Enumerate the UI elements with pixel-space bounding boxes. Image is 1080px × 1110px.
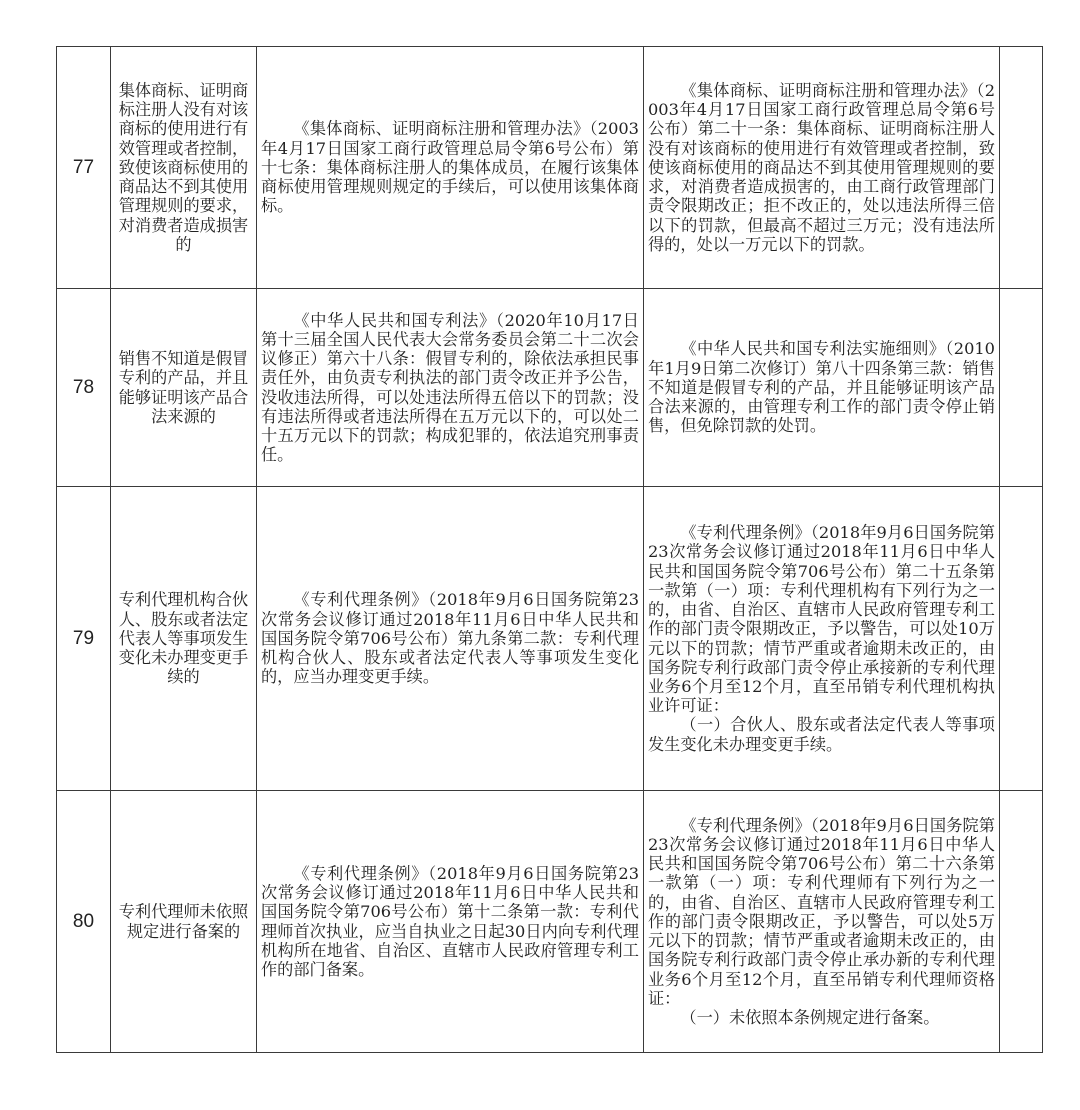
regulation-table — [56, 46, 1043, 1053]
penalty-basis-cell — [644, 47, 1000, 289]
row-number: 78 — [57, 289, 111, 487]
legal-basis-cell — [257, 487, 644, 791]
penalty-basis-text: 《专利代理条例》（2018年9月6日国务院第23次常务会议修订通过2018年11月6日中华人民共和国国务院令第706号公布）第二十五条第一款第（一）项：专利代理机构有下列行为之一的，由省、自治区、直辖市人民政府管理专利工作的部门责令限期改正，予以警告，可以处10万元以下的罚款；情节严重或者逾期未改正的，由国务院专利行政部门责令停止承接新的专利代理业务6个月至12个月，直至吊销专利代理机构执业许可证： — [648, 523, 995, 716]
legal-basis-text: 《专利代理条例》（2018年9月6日国务院第23次常务会议修订通过2018年11月6日中华人民共和国国务院令第706号公布）第十二条第一款：专利代理师首次执业，应当自执业之日起30日内向专利代理机构所在地省、自治区、直辖市人民政府管理专利工作的部门备案。 — [261, 863, 639, 979]
violation-text: 集体商标、证明商标注册人没有对该商标的使用进行有效管理或者控制，致使该商标使用的商品达不到其使用管理规则的要求，对消费者造成损害的 — [118, 81, 249, 254]
row-number: 77 — [57, 47, 111, 289]
penalty-basis-text: 《集体商标、证明商标注册和管理办法》（2003年4月17日国家工商行政管理总局令第6号公布）第二十一条：集体商标、证明商标注册人没有对该商标的使用进行有效管理或者控制，致使该商标使用的商品达不到其使用管理规则的要求，对消费者造成损害的，由工商行政管理部门责令限期改正；拒不改正的，处以违法所得三倍以下的罚款，但最高不超过三万元；没有违法所得的，处以一万元以下的罚款。 — [648, 81, 995, 254]
legal-basis-cell — [257, 791, 644, 1053]
penalty-basis-cell — [644, 487, 1000, 791]
row-number: 79 — [57, 487, 111, 791]
table-row — [57, 791, 1043, 1053]
penalty-basis-text: 《中华人民共和国专利法实施细则》（2010年1月9日第二次修订）第八十四条第三款：销售不知道是假冒专利的产品，并且能够证明该产品合法来源的，由管理专利工作的部门责令停止销售，但免除罚款的处罚。 — [648, 339, 995, 436]
legal-basis-cell — [257, 289, 644, 487]
violation-text: 专利代理机构合伙人、股东或者法定代表人等事项发生变化未办理变更手续的 — [118, 590, 249, 687]
empty-cell — [1000, 289, 1043, 487]
legal-basis-text: 《集体商标、证明商标注册和管理办法》（2003年4月17日国家工商行政管理总局令第6号公布）第十七条：集体商标注册人的集体成员，在履行该集体商标使用管理规则规定的手续后，可以使用该集体商标。 — [261, 119, 639, 216]
legal-basis-text: 《专利代理条例》（2018年9月6日国务院第23次常务会议修订通过2018年11月6日中华人民共和国国务院令第706号公布）第九条第二款：专利代理机构合伙人、股东或者法定代表人等事项发生变化的，应当办理变更手续。 — [261, 590, 639, 687]
legal-basis-text: 《中华人民共和国专利法》（2020年10月17日第十三届全国人民代表大会常务委员会第二十二次会议修正）第六十八条：假冒专利的，除依法承担民事责任外，由负责专利执法的部门责令改正并予公告，没收违法所得，可以处违法所得五倍以下的罚款；没有违法所得或者违法所得在五万元以下的，可以处二十五万元以下的罚款；构成犯罪的，依法追究刑事责任。 — [261, 310, 639, 465]
violation-cell — [111, 289, 257, 487]
table-row — [57, 289, 1043, 487]
penalty-basis-cell — [644, 791, 1000, 1053]
penalty-item-text: （一）合伙人、股东或者法定代表人等事项发生变化未办理变更手续。 — [648, 715, 995, 754]
empty-cell — [1000, 487, 1043, 791]
violation-text: 专利代理师未依照规定进行备案的 — [118, 902, 249, 941]
violation-text: 销售不知道是假冒专利的产品，并且能够证明该产品合法来源的 — [118, 349, 249, 426]
violation-cell — [111, 487, 257, 791]
table-row — [57, 47, 1043, 289]
row-number: 80 — [57, 791, 111, 1053]
violation-cell — [111, 47, 257, 289]
empty-cell — [1000, 791, 1043, 1053]
table-row — [57, 487, 1043, 791]
penalty-item-text: （一）未依照本条例规定进行备案。 — [680, 1007, 940, 1027]
penalty-basis-cell — [644, 289, 1000, 487]
violation-cell — [111, 791, 257, 1053]
legal-basis-cell — [257, 47, 644, 289]
penalty-basis-text: 《专利代理条例》（2018年9月6日国务院第23次常务会议修订通过2018年11月6日中华人民共和国国务院令第706号公布）第二十六条第一款第（一）项：专利代理师有下列行为之一的，由省、自治区、直辖市人民政府管理专利工作的部门责令限期改正，予以警告，可以处5万元以下的罚款；情节严重或者逾期未改正的，由国务院专利行政部门责令停止承办新的专利代理业务6个月至12个月，直至吊销专利代理师资格证： — [648, 815, 995, 1008]
empty-cell — [1000, 47, 1043, 289]
